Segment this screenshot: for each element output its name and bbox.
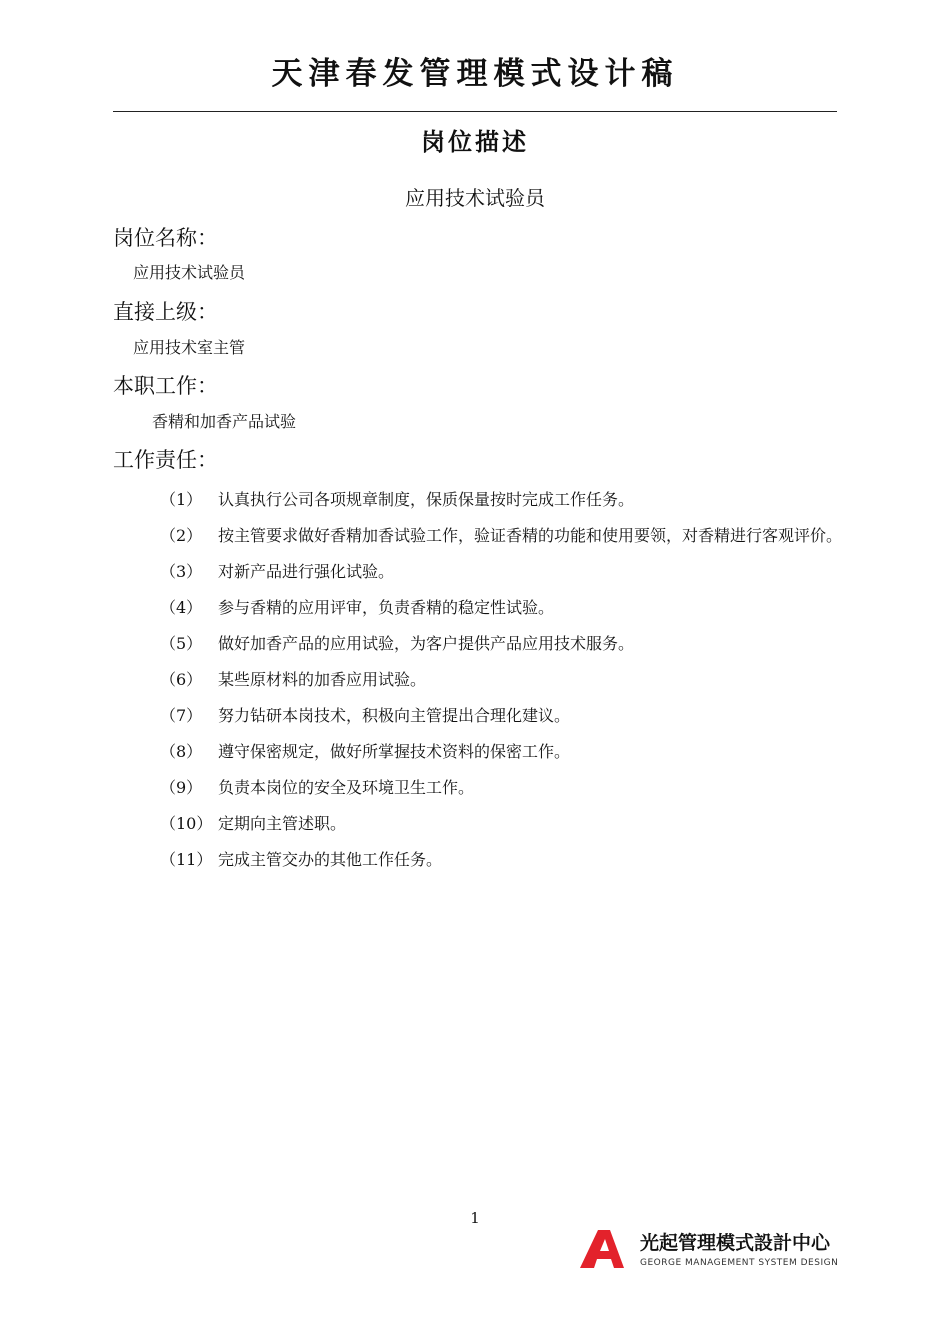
direct-superior-value: 应用技术室主管	[133, 338, 246, 357]
list-item-number: （3）	[160, 562, 203, 581]
list-item-text: 定期向主管述职。	[218, 814, 347, 833]
list-item	[160, 770, 850, 806]
main-work-heading: 本职工作：	[113, 374, 218, 398]
responsibilities-heading: 工作责任：	[113, 448, 218, 472]
logo-english: GEORGE MANAGEMENT SYSTEM DESIGN	[640, 1258, 839, 1268]
list-item-number: （4）	[160, 598, 203, 617]
list-item-number: （7）	[160, 706, 203, 725]
direct-superior-heading: 直接上级：	[113, 300, 218, 324]
list-item-text: 认真执行公司各项规章制度，保质保量按时完成工作任务。	[218, 490, 635, 509]
page-number: 1	[470, 1209, 480, 1227]
list-item-text: 完成主管交办的其他工作任务。	[218, 850, 443, 869]
responsibilities-list	[160, 482, 850, 878]
list-item	[160, 806, 850, 842]
position-name-value: 应用技术试验员	[133, 263, 246, 282]
logo-a-icon	[576, 1229, 628, 1269]
list-item	[160, 518, 850, 554]
list-item-text: 负责本岗位的安全及环境卫生工作。	[218, 778, 475, 797]
list-item	[160, 842, 850, 878]
list-item-text: 某些原材料的加香应用试验。	[218, 670, 427, 689]
list-item-text: 做好加香产品的应用试验，为客户提供产品应用技术服务。	[218, 634, 635, 653]
list-item	[160, 626, 850, 662]
list-item-number: （1）	[160, 490, 203, 509]
list-item-number: （9）	[160, 778, 203, 797]
header-divider	[113, 111, 837, 112]
list-item-number: （5）	[160, 634, 203, 653]
main-work-value: 香精和加香产品试验	[152, 412, 297, 431]
footer-logo	[576, 1229, 838, 1271]
list-item-number: （11）	[160, 850, 213, 869]
list-item	[160, 554, 850, 590]
list-item-text: 遵守保密规定，做好所掌握技术资料的保密工作。	[218, 742, 571, 761]
list-item	[160, 482, 850, 518]
list-item-text: 对新产品进行强化试验。	[218, 562, 395, 581]
logo-name: 光起管理模式設計中心	[640, 1232, 831, 1254]
document-title: 岗位描述	[421, 128, 529, 156]
list-item-text: 参与香精的应用评审，负责香精的稳定性试验。	[218, 598, 555, 617]
page-header-title: 天津春发管理模式设计稿	[271, 56, 679, 92]
list-item	[160, 734, 850, 770]
list-item	[160, 698, 850, 734]
document-subtitle: 应用技术试验员	[405, 186, 545, 210]
list-item-number: （6）	[160, 670, 203, 689]
list-item	[160, 590, 850, 626]
position-name-heading: 岗位名称：	[113, 226, 218, 250]
list-item-number: （8）	[160, 742, 203, 761]
list-item-text: 按主管要求做好香精加香试验工作，验证香精的功能和使用要领，对香精进行客观评价。	[218, 526, 843, 545]
list-item	[160, 662, 850, 698]
list-item-number: （10）	[160, 814, 213, 833]
list-item-number: （2）	[160, 526, 203, 545]
list-item-text: 努力钻研本岗技术，积极向主管提出合理化建议。	[218, 706, 571, 725]
